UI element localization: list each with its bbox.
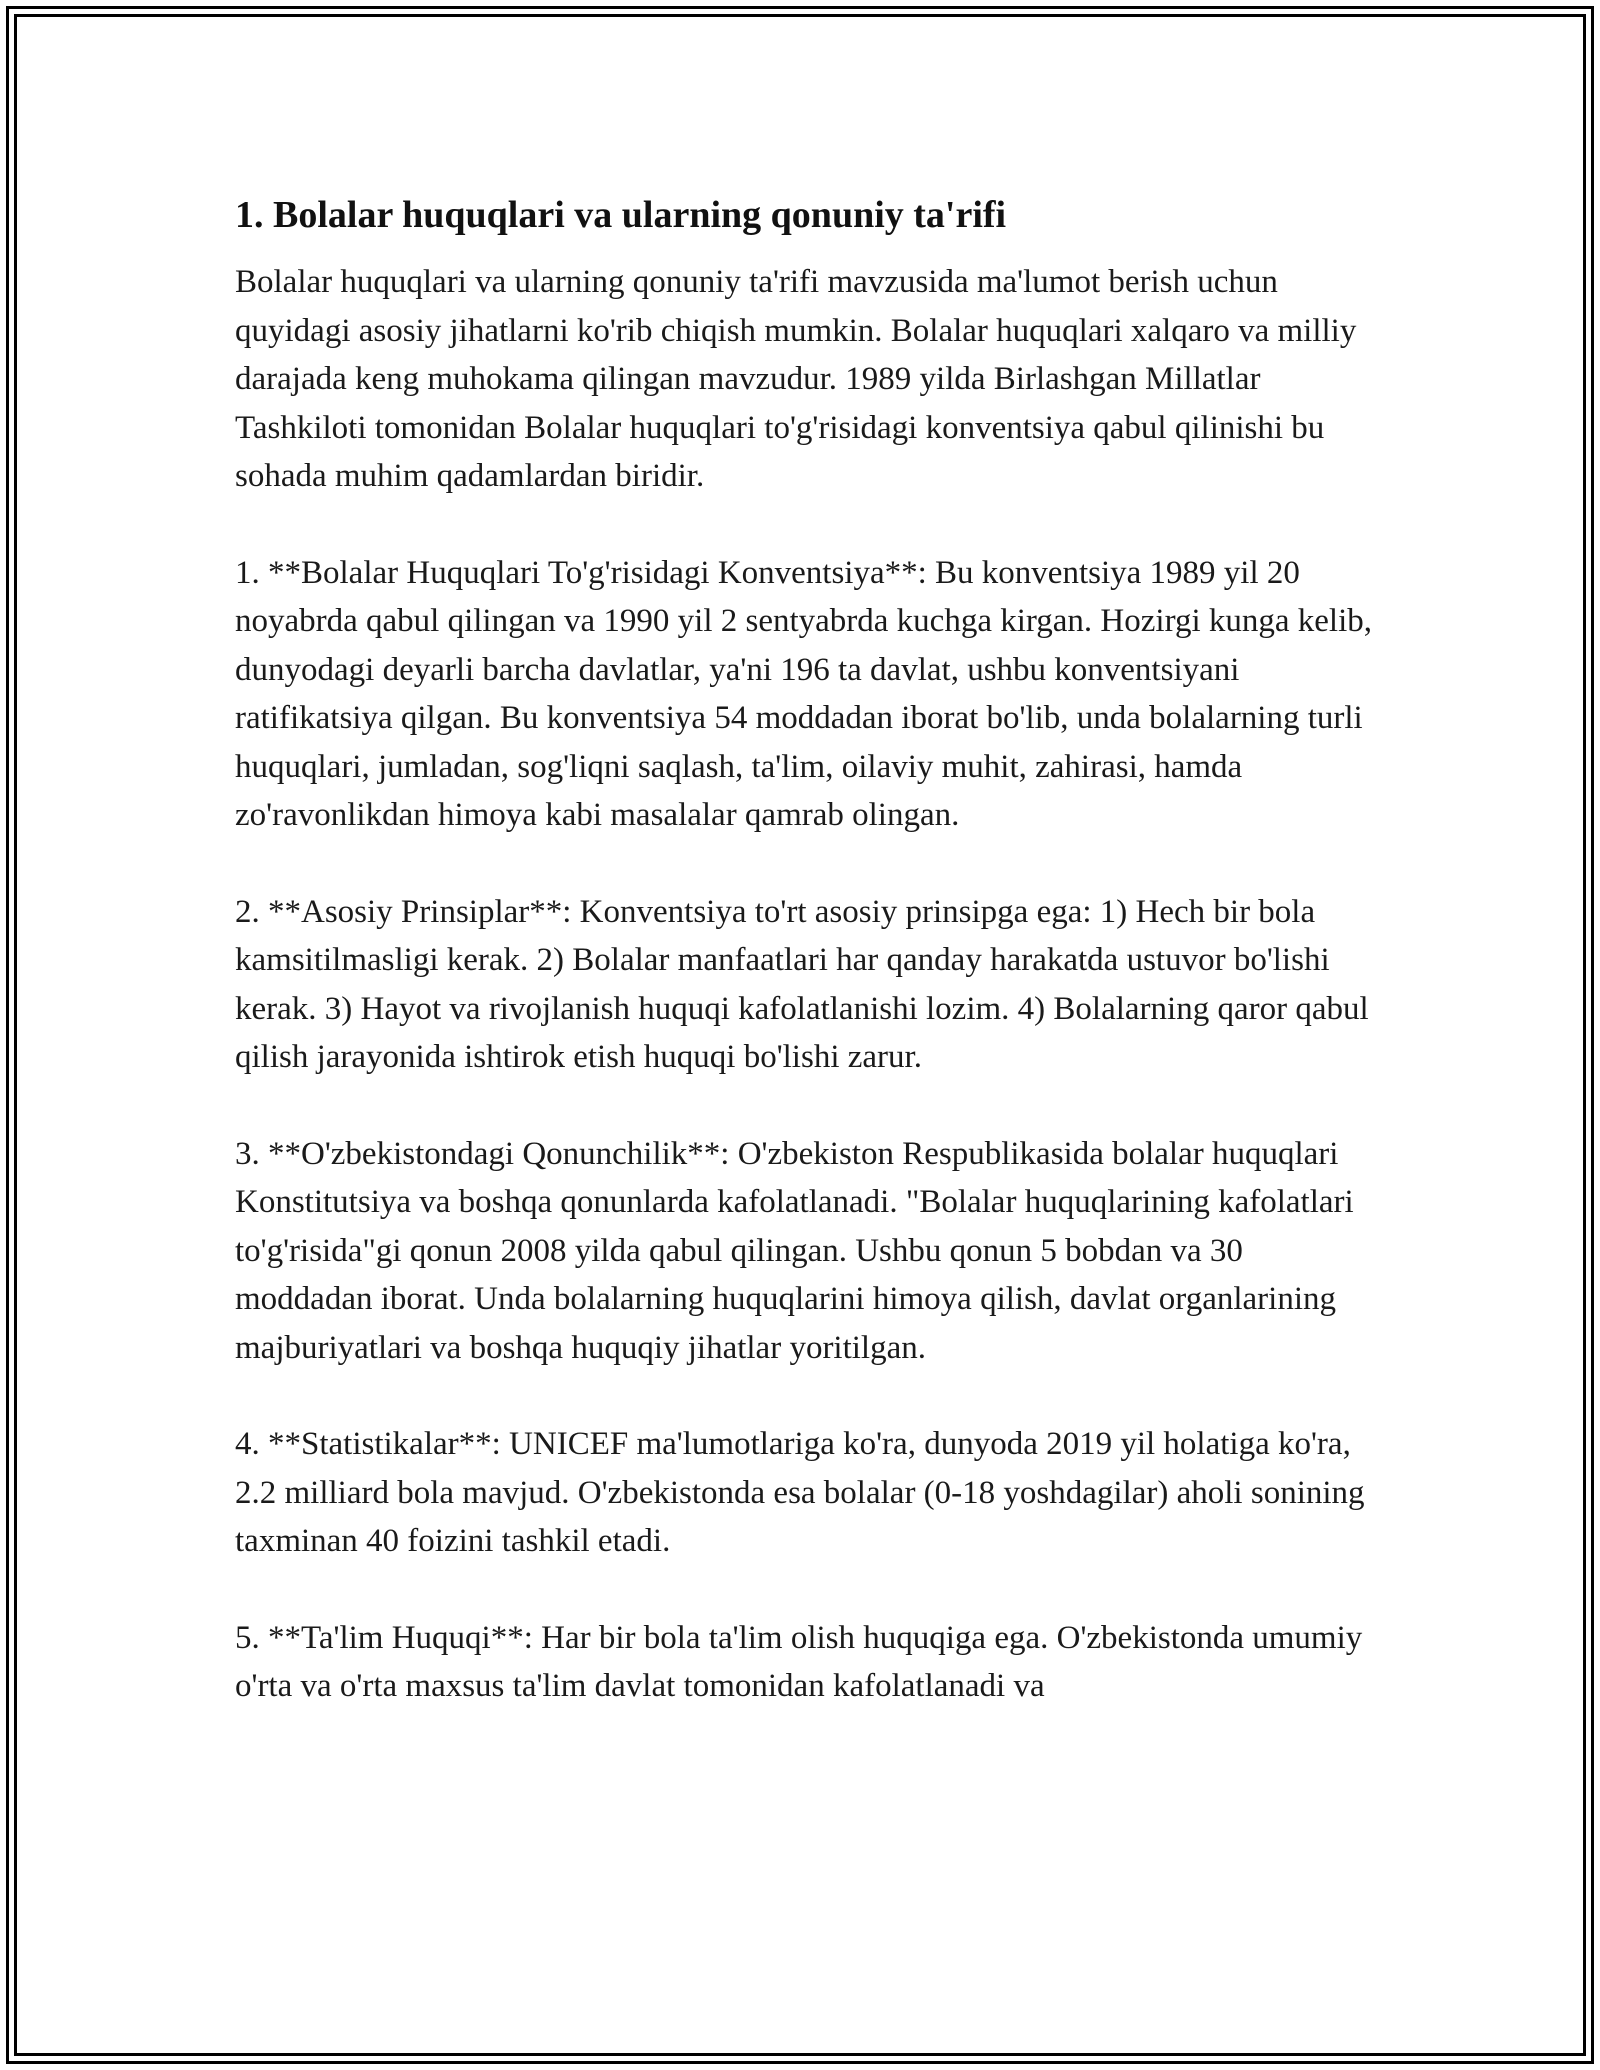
paragraph-principles: 2. **Asosiy Prinsiplar**: Konventsiya to'rt asosiy prinsipga ega: 1) Hech bir bola kamsitilmasligi kerak. 2) Bolalar manfaatlari har qanday harakatda ustuvor bo'lishi kerak. 3) Hayot va rivojlanish huquqi kafolatlanishi lozim. 4) Bolalarning qaror qabul qilish jarayonida ishtirok etish huquqi bo'lishi zarur. <box>235 893 1369 1075</box>
paragraph-uzbek-legislation: 3. **O'zbekistondagi Qonunchilik**: O'zbekiston Respublikasida bolalar huquqlari Konstitutsiya va boshqa qonunlarda kafolatlanadi. "Bolalar huquqlarining kafolatlari to'g'risida"gi qonun 2008 yilda qabul qilingan. Ushbu qonun 5 bobdan va 30 moddadan iborat. Unda bolalarning huquqlarini himoya qilish, davlat organlarining majburiyatlari va boshqa huquqiy jihatlar yoritilgan. <box>235 1135 1354 1366</box>
paragraph-statistics: 4. **Statistikalar**: UNICEF ma'lumotlariga ko'ra, dunyoda 2019 yil holatiga ko'ra, 2.2 milliard bola mavjud. O'zbekistonda esa bolalar (0-18 yoshdagilar) aholi sonining taxminan 40 foizini tashkil etadi. <box>235 1426 1365 1559</box>
paragraph-education-right: 5. **Ta'lim Huquqi**: Har bir bola ta'lim olish huquqiga ega. O'zbekistonda umumiy o'rta va o'rta maxsus ta'lim davlat tomonidan kafolatlanadi va <box>235 1619 1363 1704</box>
section-heading: 1. Bolalar huquqlari va ularning qonuniy ta'rifi <box>235 194 1007 236</box>
paragraph-convention: 1. **Bolalar Huquqlari To'g'risidagi Konventsiya**: Bu konventsiya 1989 yil 20 noyabrda qabul qilingan va 1990 yil 2 sentyabrda kuchga kirgan. Hozirgi kunga kelib, dunyodagi deyarli barcha davlatlar, ya'ni 196 ta davlat, ushbu konventsiyani ratifikatsiya qilgan. Bu konventsiya 54 moddadan iborat bo'lib, unda bolalarning turli huquqlari, jumladan, sog'liqni saqlash, ta'lim, oilaviy muhit, zahirasi, hamda zo'ravonlikdan himoya kabi masalalar qamrab olingan. <box>235 554 1373 833</box>
document-body <box>235 188 1380 1759</box>
intro-paragraph: Bolalar huquqlari va ularning qonuniy ta'rifi mavzusida ma'lumot berish uchun quyidagi asosiy jihatlarni ko'rib chiqish mumkin. Bolalar huquqlari xalqaro va milliy darajada keng muhokama qilingan mavzudur. 1989 yilda Birlashgan Millatlar Tashkiloti tomonidan Bolalar huquqlari to'g'risidagi konventsiya qabul qilinishi bu sohada muhim qadamlardan biridir. <box>235 264 1357 494</box>
